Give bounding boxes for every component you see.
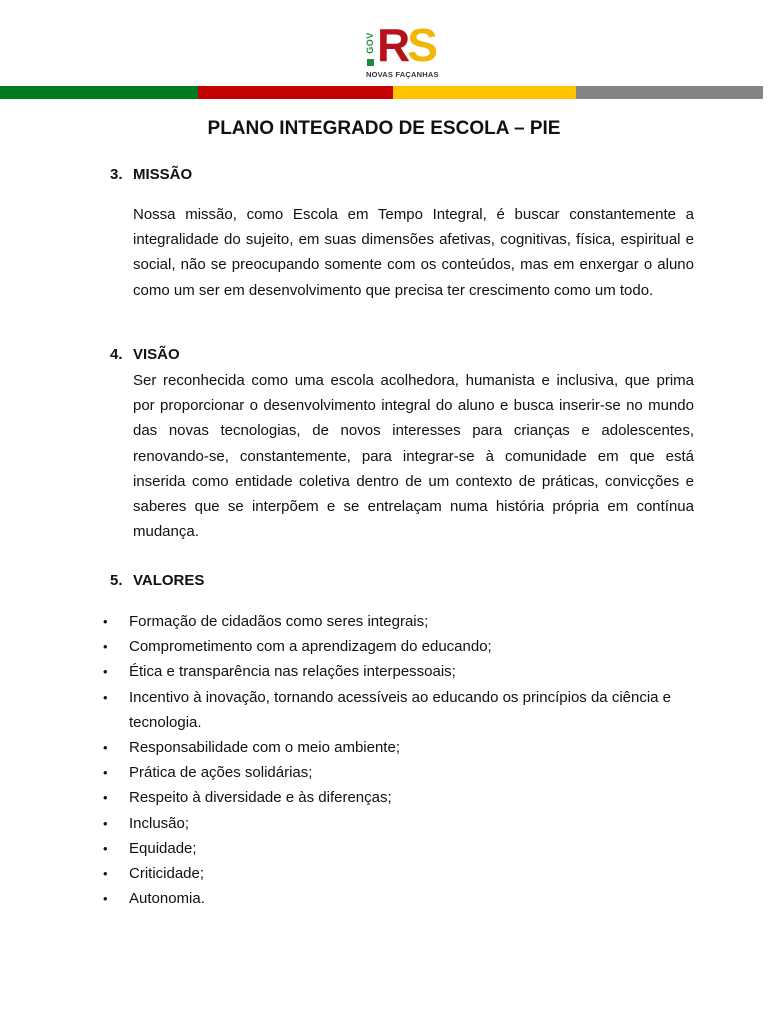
section-number: 4. <box>110 346 123 363</box>
section-heading-missao <box>110 166 192 183</box>
list-item <box>0 861 768 886</box>
list-item-text: Comprometimento com a aprendizagem do educando; <box>129 638 492 656</box>
bullet-icon: • <box>103 866 108 882</box>
list-item <box>0 659 768 684</box>
list-item-text: Autonomia. <box>129 890 205 908</box>
list-item-text: Formação de cidadãos como seres integrais; <box>129 613 429 630</box>
logo-tagline: NOVAS FAÇANHAS <box>366 70 439 79</box>
missao-paragraph: Nossa missão, como Escola em Tempo Integral, é buscar constantemente a integralidade do sujeito, em suas dimensões afetivas, cognitivas, física, espiritual e social, não se preocupando somente com os conteúdos, mas em enxergar o aluno como um ser em desenvolvimento que precisa ter crescimento como um todo. <box>133 206 694 299</box>
stripe-green <box>0 86 198 99</box>
section-heading-visao <box>110 346 180 363</box>
section-heading-valores <box>110 572 204 589</box>
list-item <box>0 634 768 659</box>
list-item <box>0 735 768 760</box>
logo-r: R <box>377 19 408 71</box>
list-item-text: Incentivo à inovação, tornando acessíveis ao educando os princípios da ciência e tecnologia. <box>129 688 672 731</box>
bullet-icon: • <box>103 765 108 781</box>
section-title: VISÃO <box>133 346 180 363</box>
list-item <box>0 785 768 810</box>
logo-s: S <box>407 19 435 71</box>
list-item-text: Prática de ações solidárias; <box>129 764 313 782</box>
document-title: PLANO INTEGRADO DE ESCOLA – PIE <box>207 118 561 139</box>
logo-rs-letters <box>377 20 435 70</box>
list-item-text: Inclusão; <box>129 814 190 832</box>
values-list <box>0 609 768 911</box>
section-number: 3. <box>110 166 123 183</box>
bullet-icon: • <box>103 740 108 756</box>
list-item <box>0 609 768 634</box>
stripe-red <box>198 86 393 99</box>
bullet-icon: • <box>103 815 108 831</box>
section-title: MISSÃO <box>133 166 193 183</box>
bullet-icon: • <box>103 689 108 705</box>
logo-green-square <box>367 59 374 66</box>
gov-rs-logo <box>365 19 442 82</box>
list-item <box>0 760 768 785</box>
stripe-gray <box>576 86 763 99</box>
section-number: 5. <box>110 572 123 589</box>
gov-mark <box>366 28 375 66</box>
stripe-yellow <box>393 86 576 99</box>
visao-paragraph: Ser reconhecida como uma escola acolhedora, humanista e inclusiva, que prima por proporcionar o desenvolvimento integral do aluno e busca inserir-se no mundo das novas tecnologias, de novos interesses para crianças e adolescentes, renovando-se, constantemente, para integrar-se à comunidade em que está inserida como entidade coletiva dentro de um contexto de práticas, convicções e saberes que se interpõem e se entrelaçam numa história própria em contínua mudança. <box>133 372 694 541</box>
list-item <box>0 685 768 735</box>
list-item-text: Equidade; <box>129 839 197 857</box>
bullet-icon: • <box>103 891 108 907</box>
list-item-text: Respeito à diversidade e às diferenças; <box>129 789 392 807</box>
list-item-text: Ética e transparência nas relações interpessoais; <box>129 663 456 681</box>
list-item-text: Responsabilidade com o meio ambiente; <box>129 739 400 757</box>
bullet-icon: • <box>103 664 108 680</box>
bullet-icon: • <box>103 614 108 629</box>
logo-gov-text: GOV <box>365 32 375 54</box>
list-item <box>0 811 768 836</box>
section-title: VALORES <box>133 572 205 589</box>
bullet-icon: • <box>103 790 108 806</box>
bullet-icon: • <box>103 639 108 655</box>
list-item <box>0 836 768 861</box>
list-item <box>0 886 768 911</box>
list-item-text: Criticidade; <box>129 865 205 883</box>
bullet-icon: • <box>103 840 108 856</box>
